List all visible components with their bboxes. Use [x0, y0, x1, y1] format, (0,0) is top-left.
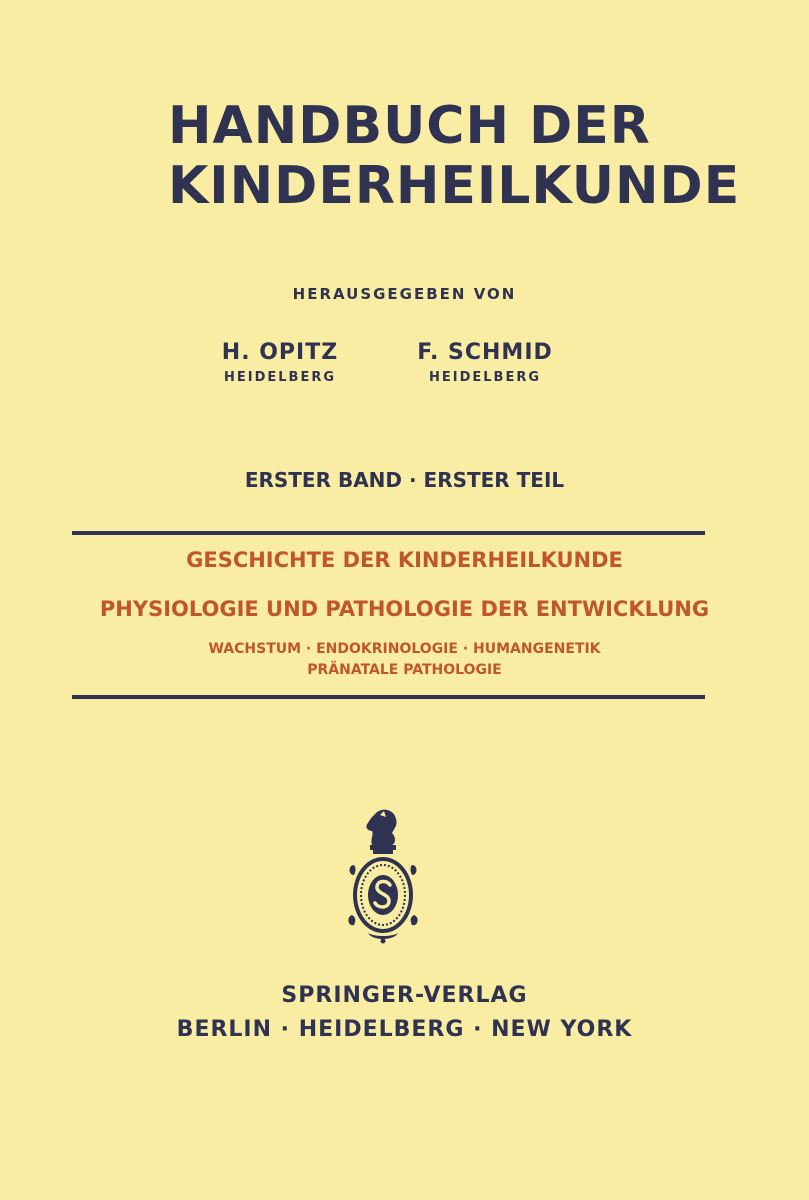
- topics-line-1: WACHSTUM · ENDOKRINOLOGIE · HUMANGENETIK: [208, 641, 601, 657]
- subtitle-history: GESCHICHTE DER KINDERHEILKUNDE: [186, 548, 623, 572]
- editors-label: HERAUSGEGEBEN VON: [292, 285, 517, 303]
- editor-city: HEIDELBERG: [223, 370, 337, 385]
- editor-name: F. SCHMID: [417, 340, 553, 365]
- book-title-line-1: HANDBUCH DER: [168, 96, 651, 156]
- bottom-divider: [72, 695, 705, 699]
- editor-name: H. OPITZ: [221, 340, 339, 365]
- editor-schmid: [405, 342, 565, 385]
- publisher-name: SPRINGER-VERLAG: [281, 983, 528, 1008]
- book-title-line-2: KINDERHEILKUNDE: [168, 156, 741, 216]
- springer-knight-seal-icon: [342, 805, 424, 945]
- top-divider: [72, 531, 705, 535]
- editor-city: HEIDELBERG: [428, 370, 542, 385]
- subtitle-physiology: PHYSIOLOGIE UND PATHOLOGIE DER ENTWICKLUNG: [99, 597, 710, 621]
- volume-label: ERSTER BAND · ERSTER TEIL: [244, 468, 565, 492]
- topics-line-2: PRÄNATALE PATHOLOGIE: [307, 662, 502, 678]
- editor-opitz: [200, 342, 360, 385]
- publisher-places: BERLIN · HEIDELBERG · NEW YORK: [176, 1017, 633, 1042]
